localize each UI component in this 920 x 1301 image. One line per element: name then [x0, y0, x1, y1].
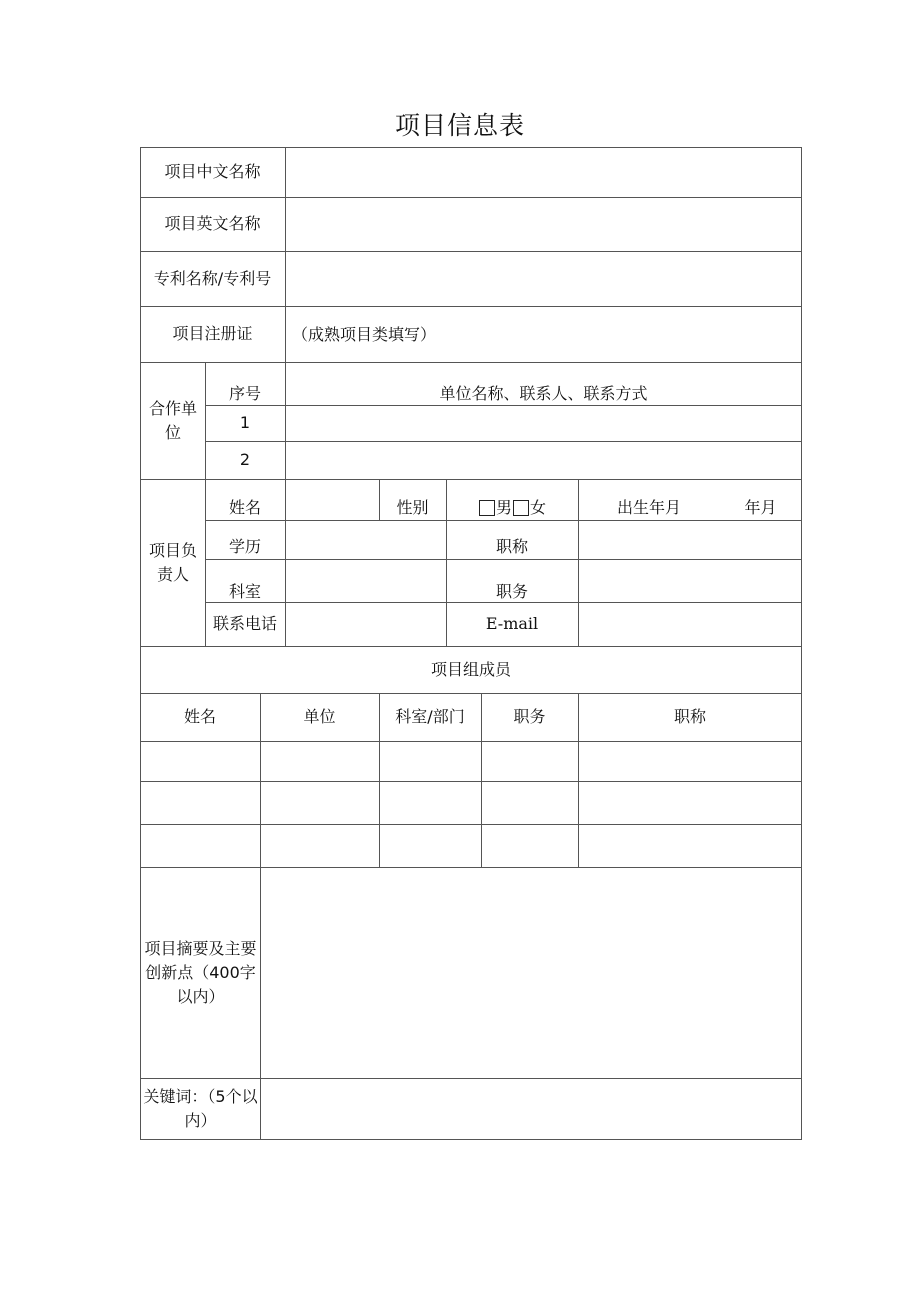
- birth-unit[interactable]: 年月: [744, 497, 777, 517]
- female-label: 女: [530, 497, 547, 517]
- members-col-position: 职务: [513, 707, 546, 726]
- email-input[interactable]: [579, 603, 801, 646]
- partners-label: 合作单位: [148, 398, 197, 442]
- male-label: 男: [495, 497, 512, 517]
- leader-label: 项目负责人: [148, 540, 197, 584]
- member-row[interactable]: [141, 825, 801, 867]
- phone-input[interactable]: [286, 603, 446, 646]
- keywords-label: 关键词：（5个以内）: [143, 1086, 258, 1130]
- title-label: 职称: [495, 536, 528, 556]
- title-input[interactable]: [579, 521, 801, 559]
- en-name-input[interactable]: [286, 198, 801, 251]
- phone-label: 联系电话: [212, 614, 277, 633]
- patent-input[interactable]: [286, 252, 801, 306]
- education-input[interactable]: [286, 521, 446, 559]
- abstract-input[interactable]: [261, 868, 801, 1078]
- member-row[interactable]: [141, 742, 801, 781]
- registration-input[interactable]: （成熟项目类填写）: [292, 324, 437, 344]
- registration-label: 项目注册证: [172, 324, 253, 343]
- email-label: E-mail: [485, 614, 539, 633]
- en-name-label: 项目英文名称: [164, 214, 261, 233]
- members-col-name: 姓名: [183, 707, 216, 726]
- members-header: 项目组成员: [430, 659, 511, 679]
- male-checkbox[interactable]: [479, 500, 495, 516]
- position-input[interactable]: [579, 560, 801, 602]
- cn-name-input[interactable]: [286, 148, 801, 197]
- partners-col-info: 单位名称、联系人、联系方式: [439, 383, 648, 403]
- cn-name-label: 项目中文名称: [164, 162, 261, 181]
- dept-label: 科室: [228, 581, 261, 601]
- members-col-title: 职称: [673, 707, 706, 726]
- gender-options: [446, 479, 578, 520]
- table-border-right: [801, 147, 802, 1140]
- education-label: 学历: [228, 536, 261, 556]
- dept-input[interactable]: [286, 560, 446, 602]
- members-col-unit: 单位: [303, 707, 336, 726]
- keywords-input[interactable]: [261, 1079, 801, 1139]
- partner-row-input[interactable]: [286, 442, 801, 479]
- table-border-bottom: [140, 1139, 802, 1140]
- leader-name-input[interactable]: [286, 480, 379, 520]
- partners-col-no: 序号: [228, 383, 261, 403]
- patent-label: 专利名称/专利号: [153, 268, 272, 288]
- partner-row-no: 1: [239, 413, 251, 432]
- female-checkbox[interactable]: [513, 500, 529, 516]
- members-col-dept: 科室/部门: [395, 707, 465, 726]
- partner-row-no: 2: [239, 450, 251, 469]
- member-row[interactable]: [141, 782, 801, 824]
- leader-name-label: 姓名: [228, 497, 261, 517]
- gender-label: 性别: [396, 497, 429, 517]
- form-title: 项目信息表: [394, 111, 525, 140]
- partner-row-input[interactable]: [286, 406, 801, 441]
- position-label: 职务: [495, 581, 528, 601]
- abstract-label: 项目摘要及主要创新点（400字以内）: [144, 938, 257, 1006]
- birth-label: 出生年月: [616, 497, 681, 517]
